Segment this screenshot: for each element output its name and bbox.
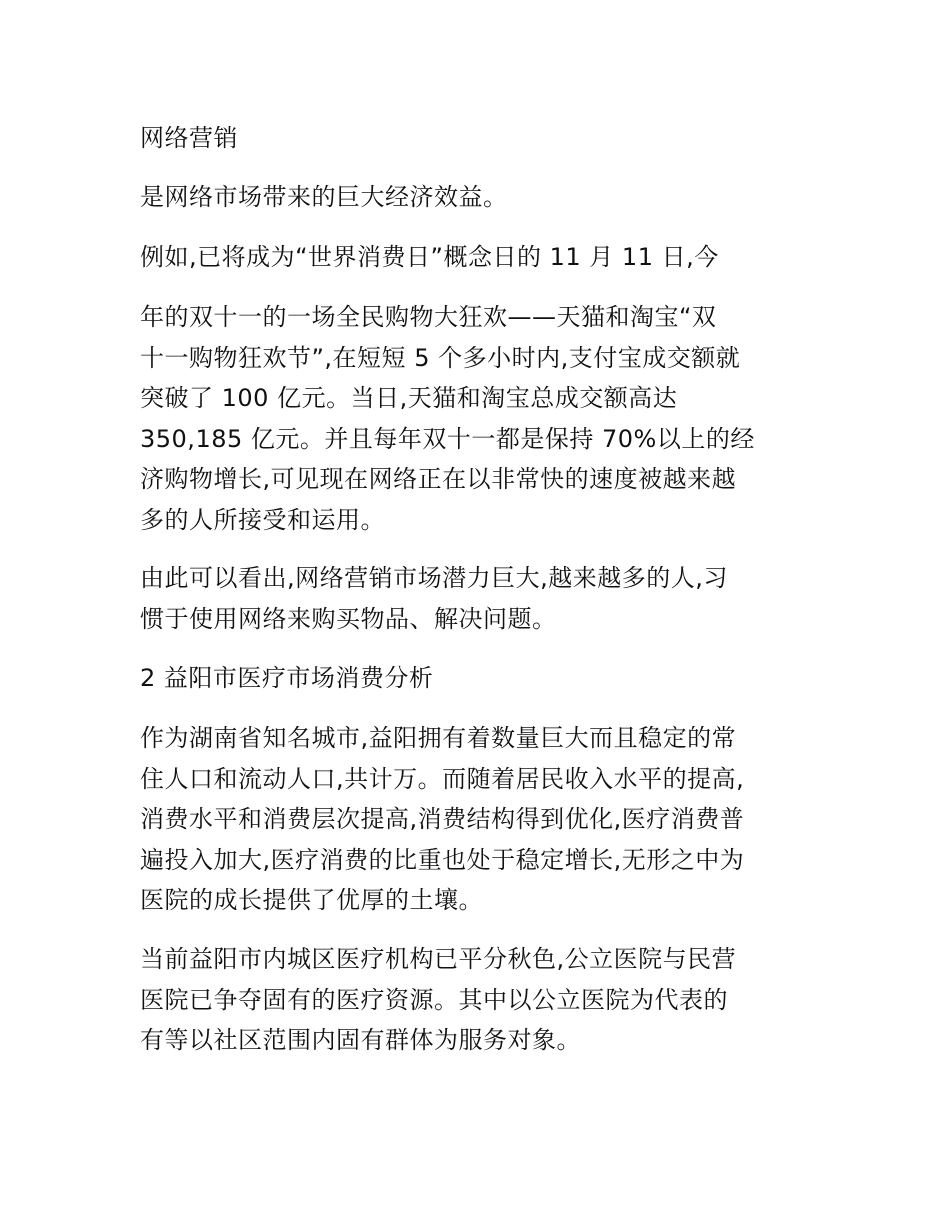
text-line: 惯于使用网络来购买物品、解决问题。 [140, 604, 557, 633]
text-line: 网络营销 [140, 124, 238, 152]
paragraph-market-potential [140, 558, 820, 639]
paragraph-medical-institutions [140, 939, 820, 1061]
paragraph-heading-network-marketing [140, 118, 820, 159]
text-line: 医院的成长提供了优厚的土壤。 [140, 886, 483, 914]
text-line: 遍投入加大,医疗消费的比重也处于稳定增长,无形之中为 [140, 845, 745, 874]
text-line: 医院已争夺固有的医疗资源。其中以公立医院为代表的 [140, 985, 728, 1014]
paragraph-example-intro [140, 237, 820, 278]
text-line: 例如,已将成为“世界消费日”概念日的 11 月 11 日,今 [140, 243, 719, 271]
text-line: 济购物增长,可见现在网络正在以非常快的速度被越来越 [140, 465, 737, 493]
text-line: 多的人所接受和运用。 [140, 505, 385, 534]
text-line: 由此可以看出,网络营销市场潜力巨大,越来越多的人,习 [140, 564, 728, 592]
section-heading-yiyang-medical [140, 658, 820, 699]
text-line: 350,185 亿元。并且每年双十一都是保持 70%以上的经 [140, 424, 755, 453]
text-line: 住人口和流动人口,共计万。而随着居民收入水平的提高, [140, 764, 745, 793]
text-line: 有等以社区范围内固有群体为服务对象。 [140, 1026, 581, 1054]
text-line: 当前益阳市内城区医疗机构已平分秋色,公立医院与民营 [140, 945, 737, 973]
text-line: 十一购物狂欢节”,在短短 5 个多小时内,支付宝成交额就 [140, 343, 741, 372]
paragraph-double-eleven [140, 297, 820, 540]
text-line: 消费水平和消费层次提高,消费结构得到优化,医疗消费普 [140, 805, 745, 833]
paragraph-yiyang-population [140, 718, 820, 921]
text-line: 突破了 100 亿元。当日,天猫和淘宝总成交额高达 [140, 384, 678, 412]
text-line: 2 益阳市医疗市场消费分析 [140, 664, 434, 692]
text-line: 是网络市场带来的巨大经济效益。 [140, 183, 508, 211]
paragraph-economic-benefit [140, 177, 820, 218]
text-line: 作为湖南省知名城市,益阳拥有着数量巨大而且稳定的常 [140, 724, 737, 752]
text-line: 年的双十一的一场全民购物大狂欢——天猫和淘宝“双 [140, 303, 717, 331]
